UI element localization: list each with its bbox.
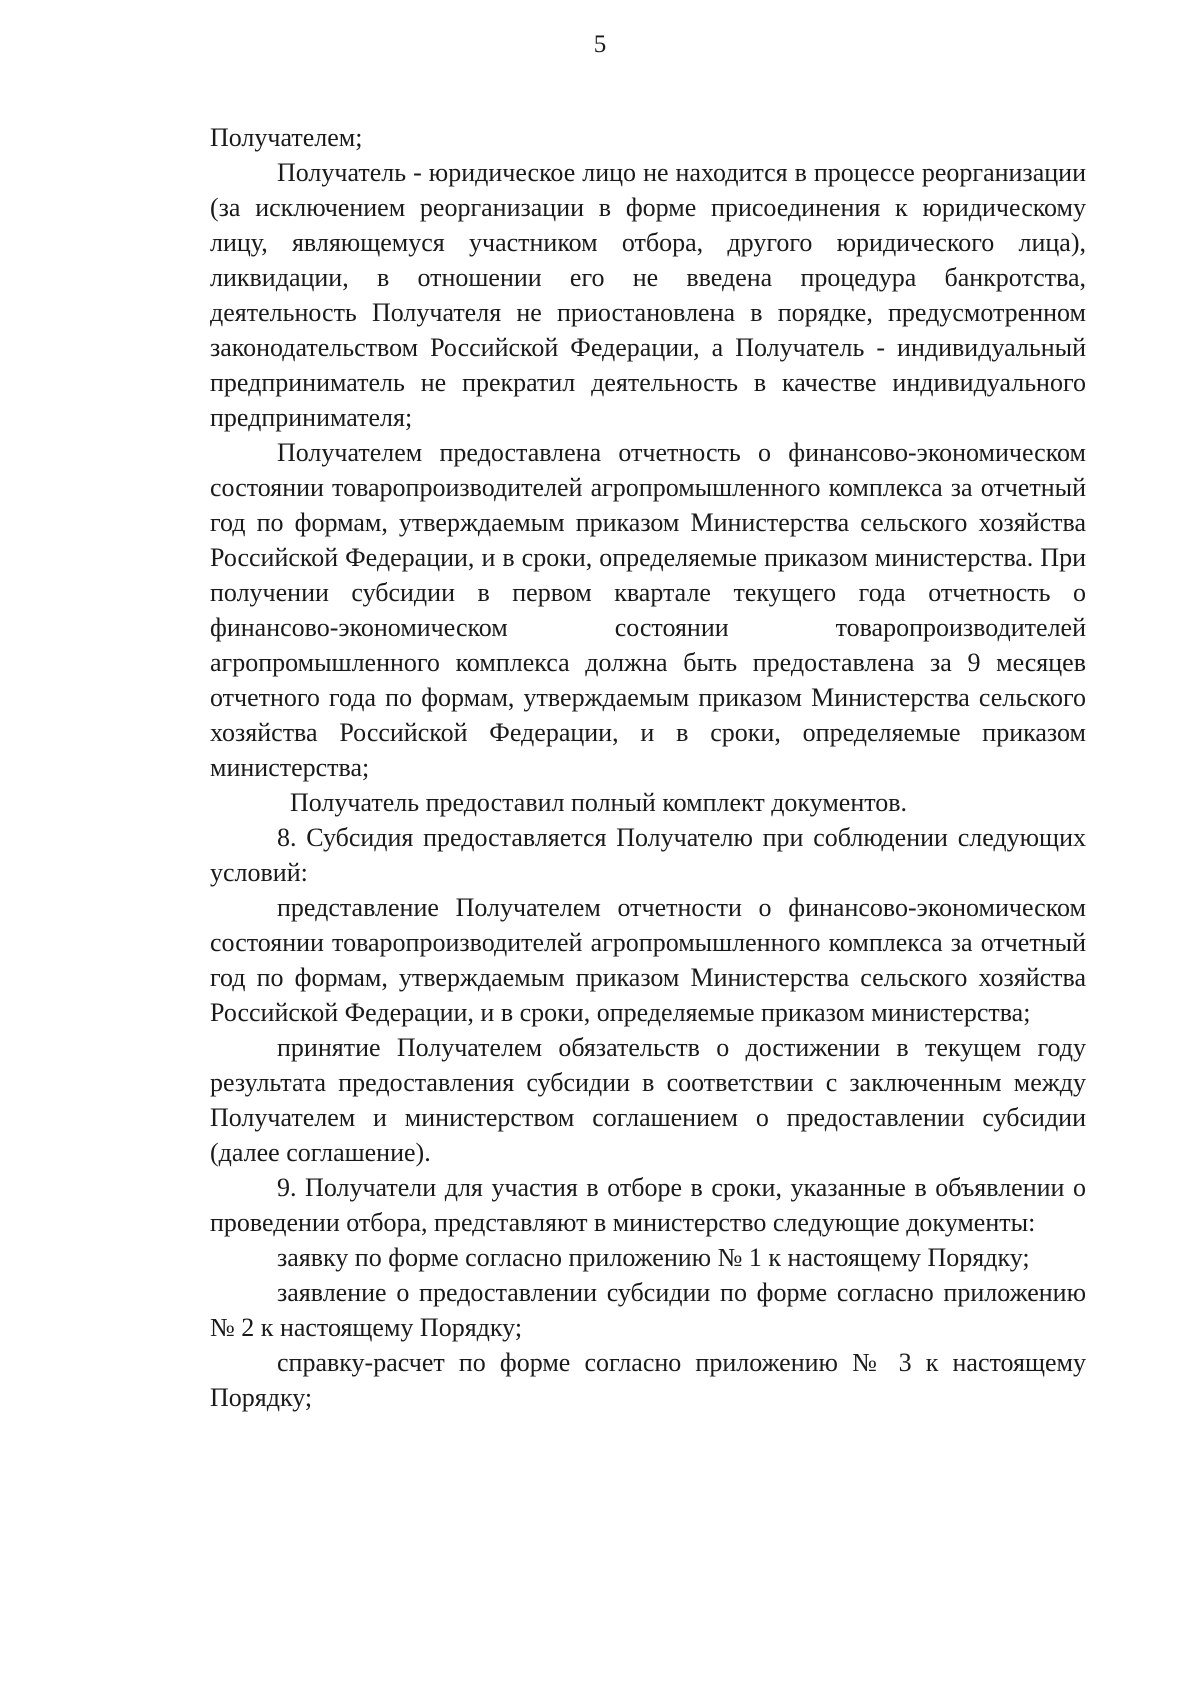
paragraph: справку-расчет по форме согласно приложению № 3 к настоящему Порядку; <box>210 1348 1086 1412</box>
paragraph: заявку по форме согласно приложению № 1 к настоящему Порядку; <box>277 1243 1030 1272</box>
paragraph: Получателем предоставлена отчетность о финансово-экономическом состоянии товаропроизводителей агропромышленного комплекса за отчетный год по формам, утверждаемым приказом Министерства сельского хозяйства Российской Федерации, и в сроки, определяемые приказом министерства. При получении субсидии в первом квартале текущего года отчетность о финансово-экономическом состоянии товаропроизводителей агропромышленного комплекса должна быть предоставлена за 9 месяцев отчетного года по формам, утверждаемым приказом Министерства сельского хозяйства Российской Федерации, и в сроки, определяемые приказом министерства; <box>210 438 1086 782</box>
paragraph: 8. Субсидия предоставляется Получателю при соблюдении следующих условий: <box>210 823 1086 887</box>
page-number: 5 <box>593 31 607 58</box>
document-body <box>210 120 1086 1415</box>
paragraph: представление Получателем отчетности о финансово-экономическом состоянии товаропроизводителей агропромышленного комплекса за отчетный год по формам, утверждаемым приказом Министерства сельского хозяйства Российской Федерации, и в сроки, определяемые приказом министерства; <box>210 893 1086 1027</box>
paragraph: заявление о предоставлении субсидии по форме согласно приложению № 2 к настоящему Порядку; <box>210 1278 1086 1342</box>
paragraph: принятие Получателем обязательств о достижении в текущем году результата предоставления субсидии в соответствии с заключенным между Получателем и министерством соглашением о предоставлении субсидии (далее соглашение). <box>210 1033 1086 1167</box>
paragraph: Получателем; <box>210 123 363 152</box>
paragraph: Получатель предоставил полный комплект документов. <box>290 788 908 817</box>
paragraph: Получатель - юридическое лицо не находится в процессе реорганизации (за исключением реорганизации в форме присоединения к юридическому лицу, являющемуся участником отбора, другого юридического лица), ликвидации, в отношении его не введена процедура банкротства, деятельность Получателя не приостановлена в порядке, предусмотренном законодательством Российской Федерации, а Получатель - индивидуальный предприниматель не прекратил деятельность в качестве индивидуального предпринимателя; <box>210 158 1086 432</box>
paragraph: 9. Получатели для участия в отборе в сроки, указанные в объявлении о проведении отбора, представляют в министерство следующие документы: <box>210 1173 1086 1237</box>
